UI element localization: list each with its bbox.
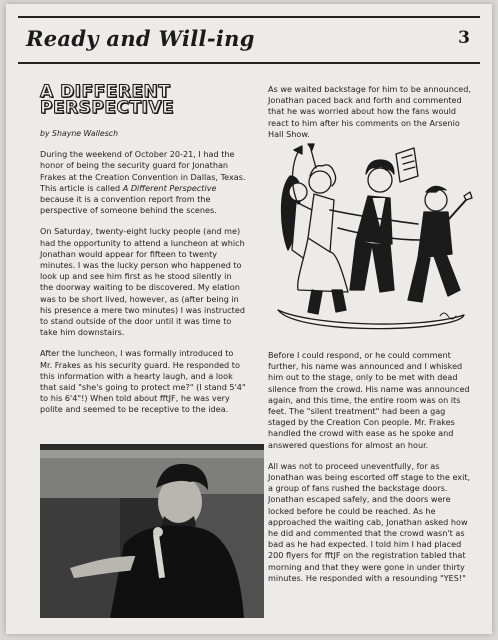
header-title: Ready and Will-ing	[26, 26, 255, 51]
paragraph-1: During the weekend of October 20-21, I had the honor of being the security guard for Jonathan Frakes at the Creation Convention in Dallas, Texas. This article is called A Different Perspective because it is a convention report from the perspective of someone behind the scenes.	[40, 149, 246, 216]
speaker-photo	[40, 444, 264, 618]
paragraph-2: On Saturday, twenty-eight lucky people (and me) had the opportunity to attend a luncheon at which Jonathan would appear for fifteen to twenty minutes. I was the lucky person who happened to look up and see him first as he stood silently in the doorway waiting to be discovered. My elation was to be short lived, however, as (after being in his presence a mere two minutes) I was instructed to stand outside of the door until it was time to take him downstairs.	[40, 226, 245, 338]
magazine-page	[6, 4, 492, 634]
paragraph-4: As we waited backstage for him to be announced, Jonathan paced back and forth and commented that he was worried about how the fans would react to him after his comments on the Arsenio Hall Show.	[268, 84, 471, 139]
page-number: 3	[458, 28, 470, 48]
paragraph-5: Before I could respond, or he could comment further, his name was announced and I whisked him out to the stage, only to be met with dead silence from the crowd. His name was announced again, and this time, the entire room was on its feet. The "silent treatment" had been a gag staged by the Creation Con people. Mr. Frakes handled the crowd with ease as he spoke and answered questions for almost an hour.	[268, 350, 470, 450]
page-header	[18, 16, 480, 64]
article-title: A DIFFERENT PERSPECTIVE	[40, 82, 175, 118]
left-column	[40, 84, 246, 426]
cartoon-illustration	[268, 140, 474, 340]
paragraph-6: All was not to proceed uneventfully, for as Jonathan was being escorted off stage to the exit, a group of fans rushed the backstage doors. Jonathan escaped safely, and the doors were locked before he could be reached. As he approached the waiting cab, Jonathan asked how he did and commented that the crowd wasn't as bad as he had expected. I told him I had placed 200 flyers for fftJF on the registration tabled that morning and that they were gone in under thirty minutes. He responded with a resounding "YES!"	[268, 460, 471, 583]
article-name-italic: A Different Perspective	[122, 182, 217, 193]
byline: by Shayne Wallesch	[40, 129, 119, 138]
paragraph-3: After the luncheon, I was formally introduced to Mr. Frakes as his security guard. He responded to this information with a hearty laugh, and a look that said "she's going to protect me?" (I stand 5'4" to his 6'4"!) When told about fftJF, he was very polite and seemed to be receptive to the idea.	[40, 348, 246, 415]
right-column-bottom	[268, 350, 474, 594]
